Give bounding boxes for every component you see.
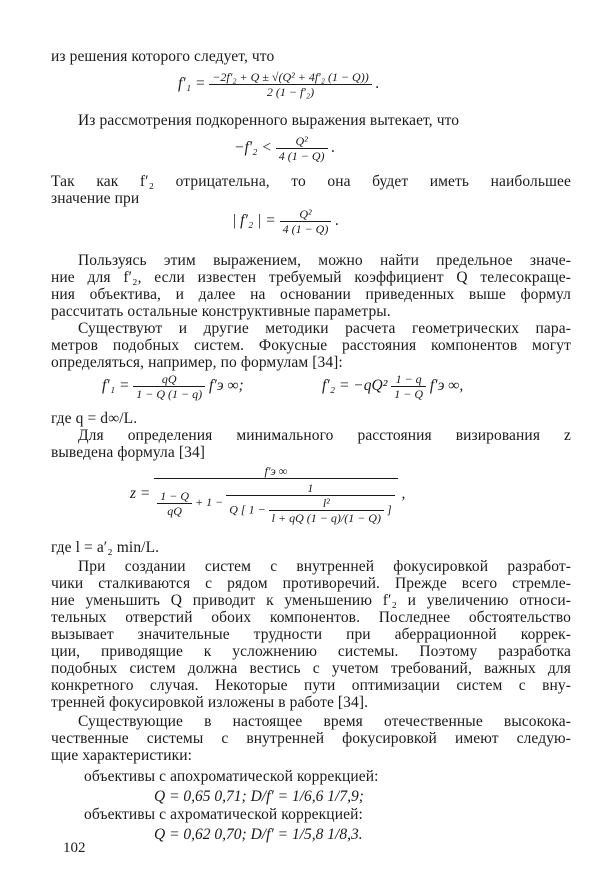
formula-lhs: −f′₂ < [234,139,272,157]
formula-lhs: | f′₂ | = [232,212,276,230]
text-line: где l = a′₂ min/L. [51,539,160,556]
denominator: 1 − Q (1 − q) [133,386,205,401]
text-line: чики сталкиваются с рядом противоречий. Прежде всего стремле- [51,575,571,592]
denominator: 1 − Q [391,386,426,401]
text-line: ции, приводящие к усложнению системы. Поэтому разработка [51,643,571,660]
numerator: f′э ∞ [264,464,288,478]
formula-tail: f′э ∞, [429,377,464,395]
text-line: ние уменьшить Q приводит к уменьшению f′₂ и увеличению относи- [51,592,571,609]
fraction [154,464,397,525]
text-line: метров подобных систем. Фокусные расстояния компонентов могут [51,337,571,354]
denominator: 4 (1 − Q) [276,148,328,163]
text-line: тренней фокусировкой изложены в работе [34]. [51,694,369,711]
denominator [154,478,397,525]
fraction [280,207,332,236]
formula-abs [232,207,339,236]
text-line: где q = d∞/L. [51,410,138,427]
formula-lhs: f′₂ = −qQ² [322,377,388,395]
text-line: из решения которого следует, что [51,48,275,65]
numerator: Q² [299,207,312,221]
bracket-open: [ [240,502,246,517]
text-line: вызывает значительные трудности при аберрационной коррек- [51,626,571,643]
inner-fraction [157,489,192,518]
text-line: Из рассмотрения подкоренного выражения вытекает, что [78,112,460,129]
formula-end: . [331,139,336,157]
numerator: 1 − Q [160,488,190,503]
text-line: объективы с апохроматической коррекцией: [84,768,379,785]
formula-end: . [375,75,380,93]
text-line: ние для f′₂, если известен требуемый коэффициент Q телесокраще- [51,269,571,286]
text-line: конкретного случая. Некоторые пути оптимизации систем с вну- [51,677,571,694]
numerator: 1 [307,481,314,495]
text-line: выведена формула [34] [51,444,206,461]
formula-lhs: z = [130,485,151,503]
formula-end: , [401,485,406,503]
formula-f1 [178,70,379,99]
text-line: Для определения минимального расстояния визирования z [78,427,571,444]
bracket-term: 1 − [248,502,266,517]
denominator [226,495,394,525]
apo-values: Q = 0,65 0,71; D/f′ = 1/6,6 1/7,9; [154,788,364,805]
fraction [209,70,371,99]
fraction [276,134,328,163]
numerator: −2f′₂ + Q ± √(Q² + 4f′₂ (1 − Q)) [212,70,369,84]
numerator: 1 − q [395,372,422,386]
formula-end: . [335,212,340,230]
formula-alt2 [322,372,463,401]
formula-tail: f′э ∞; [209,377,244,395]
numerator: qQ [161,372,177,386]
denominator: qQ [157,503,192,518]
text-line: щие характеристики: [51,747,193,764]
text-line: объективы с ахроматической коррекцией: [84,806,363,823]
text-line: Существующие в настоящее время отечественные высокока- [78,713,571,730]
denominator: l + qQ (1 − q)/(1 − Q) [269,510,384,525]
formula-z [130,464,405,525]
bracket-close: ] [386,502,392,517]
text-line: При создании систем с внутренней фокусировкой разработ- [78,558,571,575]
inner-fraction [226,481,394,525]
page-number: 102 [63,840,86,856]
text-line: рассчитать остальные конструктивные параметры. [51,303,391,320]
denominator: 4 (1 − Q) [280,221,332,236]
text-line: тельных отверстий обоих компонентов. Последнее обстоятельство [51,609,571,626]
text-line: Существуют и другие методики расчета геометрических пара- [78,320,571,337]
formula-condition [234,134,335,163]
text-line: Так как f′₂ отрицательна, то она будет иметь наибольшее [51,173,571,190]
text-line: значение при [51,190,140,207]
text-line: Пользуясь этим выражением, можно найти предельное значе- [78,252,571,269]
text-line: чественные системы с внутренней фокусировкой имеют следую- [51,730,571,747]
fraction [391,372,426,401]
middle-term: + 1 − [195,494,224,509]
text-line: подобных систем должна вестись с учетом требований, важных для [51,660,571,677]
q-factor: Q [229,502,238,517]
formula-lhs: f′₁ = [178,75,206,93]
numerator: l² [322,496,330,510]
fraction [133,372,205,401]
denominator: 2 (1 − f′₂) [209,84,371,99]
formula-alt1 [102,372,244,401]
achro-values: Q = 0,62 0,70; D/f′ = 1/5,8 1/8,3. [154,826,363,843]
numerator: Q² [295,134,308,148]
text-line: ния объектива, и далее на основании приведенных выше формул [51,286,571,303]
text-line: определяться, например, по формулам [34]: [51,354,343,371]
inner-fraction [269,496,384,525]
formula-lhs: f′₁ = [102,377,130,395]
